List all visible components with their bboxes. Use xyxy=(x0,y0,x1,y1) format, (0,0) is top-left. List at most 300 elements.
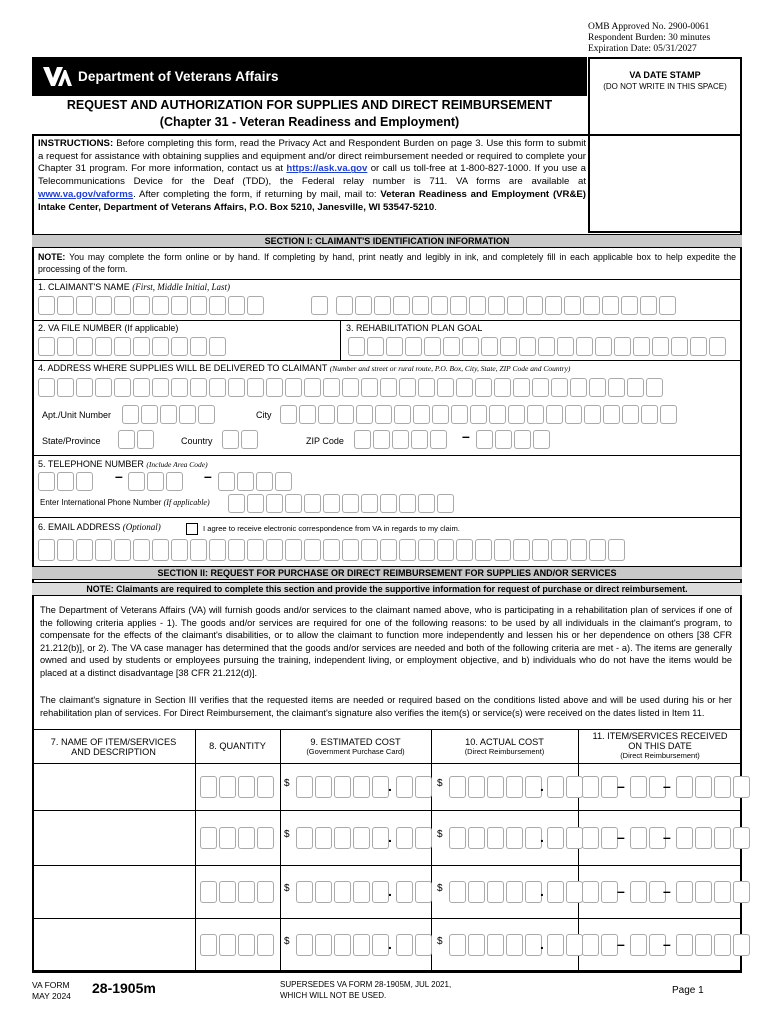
character-box[interactable] xyxy=(334,934,351,956)
character-box[interactable] xyxy=(733,881,750,903)
character-box[interactable] xyxy=(733,934,750,956)
character-box[interactable] xyxy=(430,430,447,449)
character-box[interactable] xyxy=(355,296,372,315)
character-box[interactable] xyxy=(595,337,612,356)
character-box[interactable] xyxy=(608,378,625,397)
character-box[interactable] xyxy=(200,934,217,956)
character-box[interactable] xyxy=(95,378,112,397)
country-field[interactable] xyxy=(222,430,260,449)
character-box[interactable] xyxy=(209,296,226,315)
character-box[interactable] xyxy=(228,494,245,513)
quantity-field[interactable] xyxy=(200,881,276,903)
character-box[interactable] xyxy=(468,934,485,956)
character-box[interactable] xyxy=(494,539,511,561)
character-box[interactable] xyxy=(487,881,504,903)
character-box[interactable] xyxy=(545,296,562,315)
character-box[interactable] xyxy=(603,405,620,424)
character-box[interactable] xyxy=(323,378,340,397)
character-box[interactable] xyxy=(547,881,564,903)
email-consent-checkbox[interactable] xyxy=(186,523,198,535)
character-box[interactable] xyxy=(487,827,504,849)
received-year-field[interactable] xyxy=(676,776,752,798)
character-box[interactable] xyxy=(470,405,487,424)
character-box[interactable] xyxy=(494,378,511,397)
estimated-cost-dollars-field[interactable] xyxy=(296,827,391,849)
character-box[interactable] xyxy=(431,296,448,315)
character-box[interactable] xyxy=(76,539,93,561)
character-box[interactable] xyxy=(380,494,397,513)
character-box[interactable] xyxy=(506,881,523,903)
character-box[interactable] xyxy=(257,881,274,903)
character-box[interactable] xyxy=(219,934,236,956)
character-box[interactable] xyxy=(323,494,340,513)
estimated-cost-dollars-field[interactable] xyxy=(296,934,391,956)
character-box[interactable] xyxy=(676,934,693,956)
actual-cost-cents-field[interactable] xyxy=(547,776,585,798)
character-box[interactable] xyxy=(353,776,370,798)
quantity-field[interactable] xyxy=(200,934,276,956)
character-box[interactable] xyxy=(222,430,239,449)
character-box[interactable] xyxy=(57,472,74,491)
character-box[interactable] xyxy=(418,539,435,561)
character-box[interactable] xyxy=(76,337,93,356)
character-box[interactable] xyxy=(513,378,530,397)
character-box[interactable] xyxy=(489,405,506,424)
character-box[interactable] xyxy=(487,934,504,956)
character-box[interactable] xyxy=(285,378,302,397)
character-box[interactable] xyxy=(141,405,158,424)
character-box[interactable] xyxy=(576,337,593,356)
character-box[interactable] xyxy=(413,405,430,424)
character-box[interactable] xyxy=(456,539,473,561)
character-box[interactable] xyxy=(266,378,283,397)
character-box[interactable] xyxy=(532,378,549,397)
character-box[interactable] xyxy=(451,405,468,424)
character-box[interactable] xyxy=(399,494,416,513)
character-box[interactable] xyxy=(380,539,397,561)
street-address-field[interactable] xyxy=(38,378,665,397)
character-box[interactable] xyxy=(547,934,564,956)
character-box[interactable] xyxy=(481,337,498,356)
character-box[interactable] xyxy=(547,776,564,798)
character-box[interactable] xyxy=(247,378,264,397)
estimated-cost-cents-field[interactable] xyxy=(396,934,434,956)
character-box[interactable] xyxy=(582,827,599,849)
character-box[interactable] xyxy=(627,378,644,397)
character-box[interactable] xyxy=(171,296,188,315)
character-box[interactable] xyxy=(353,934,370,956)
character-box[interactable] xyxy=(137,430,154,449)
character-box[interactable] xyxy=(334,776,351,798)
character-box[interactable] xyxy=(709,337,726,356)
estimated-cost-cents-field[interactable] xyxy=(396,827,434,849)
character-box[interactable] xyxy=(547,827,564,849)
character-box[interactable] xyxy=(582,934,599,956)
character-box[interactable] xyxy=(551,378,568,397)
character-box[interactable] xyxy=(315,934,332,956)
character-box[interactable] xyxy=(356,405,373,424)
character-box[interactable] xyxy=(640,296,657,315)
estimated-cost-dollars-field[interactable] xyxy=(296,776,391,798)
character-box[interactable] xyxy=(412,296,429,315)
character-box[interactable] xyxy=(468,881,485,903)
character-box[interactable] xyxy=(353,881,370,903)
character-box[interactable] xyxy=(114,378,131,397)
character-box[interactable] xyxy=(566,827,583,849)
character-box[interactable] xyxy=(198,405,215,424)
character-box[interactable] xyxy=(601,827,618,849)
state-field[interactable] xyxy=(118,430,156,449)
city-field[interactable] xyxy=(280,405,679,424)
character-box[interactable] xyxy=(456,378,473,397)
phone-prefix-field[interactable] xyxy=(128,472,185,491)
character-box[interactable] xyxy=(114,296,131,315)
character-box[interactable] xyxy=(209,337,226,356)
character-box[interactable] xyxy=(418,378,435,397)
zip-code-field[interactable] xyxy=(354,430,449,449)
character-box[interactable] xyxy=(468,776,485,798)
character-box[interactable] xyxy=(353,827,370,849)
character-box[interactable] xyxy=(676,776,693,798)
character-box[interactable] xyxy=(695,881,712,903)
character-box[interactable] xyxy=(200,827,217,849)
character-box[interactable] xyxy=(171,378,188,397)
character-box[interactable] xyxy=(601,934,618,956)
character-box[interactable] xyxy=(652,337,669,356)
character-box[interactable] xyxy=(392,430,409,449)
character-box[interactable] xyxy=(514,430,531,449)
character-box[interactable] xyxy=(375,405,392,424)
character-box[interactable] xyxy=(247,296,264,315)
character-box[interactable] xyxy=(334,881,351,903)
actual-cost-cents-field[interactable] xyxy=(547,827,585,849)
apt-unit-field[interactable] xyxy=(122,405,217,424)
character-box[interactable] xyxy=(315,881,332,903)
character-box[interactable] xyxy=(315,827,332,849)
character-box[interactable] xyxy=(361,539,378,561)
character-box[interactable] xyxy=(538,337,555,356)
character-box[interactable] xyxy=(566,776,583,798)
character-box[interactable] xyxy=(526,296,543,315)
character-box[interactable] xyxy=(219,776,236,798)
character-box[interactable] xyxy=(582,881,599,903)
character-box[interactable] xyxy=(695,934,712,956)
character-box[interactable] xyxy=(532,539,549,561)
character-box[interactable] xyxy=(247,494,264,513)
character-box[interactable] xyxy=(285,494,302,513)
character-box[interactable] xyxy=(318,405,335,424)
character-box[interactable] xyxy=(171,539,188,561)
character-box[interactable] xyxy=(228,539,245,561)
character-box[interactable] xyxy=(630,776,647,798)
va-forms-link[interactable]: www.va.gov/vaforms xyxy=(38,188,134,200)
character-box[interactable] xyxy=(361,494,378,513)
character-box[interactable] xyxy=(76,378,93,397)
character-box[interactable] xyxy=(714,934,731,956)
character-box[interactable] xyxy=(415,827,432,849)
character-box[interactable] xyxy=(76,296,93,315)
character-box[interactable] xyxy=(566,881,583,903)
estimated-cost-cents-field[interactable] xyxy=(396,881,434,903)
character-box[interactable] xyxy=(733,827,750,849)
character-box[interactable] xyxy=(128,472,145,491)
character-box[interactable] xyxy=(372,776,389,798)
intl-phone-field[interactable] xyxy=(228,494,456,513)
character-box[interactable] xyxy=(354,430,371,449)
character-box[interactable] xyxy=(228,378,245,397)
character-box[interactable] xyxy=(570,378,587,397)
character-box[interactable] xyxy=(147,472,164,491)
character-box[interactable] xyxy=(218,472,235,491)
received-month-field[interactable] xyxy=(582,827,620,849)
character-box[interactable] xyxy=(570,539,587,561)
estimated-cost-cents-field[interactable] xyxy=(396,776,434,798)
received-month-field[interactable] xyxy=(582,776,620,798)
character-box[interactable] xyxy=(228,296,245,315)
character-box[interactable] xyxy=(630,934,647,956)
character-box[interactable] xyxy=(468,827,485,849)
character-box[interactable] xyxy=(714,776,731,798)
character-box[interactable] xyxy=(190,337,207,356)
character-box[interactable] xyxy=(275,472,292,491)
character-box[interactable] xyxy=(393,296,410,315)
character-box[interactable] xyxy=(348,337,365,356)
character-box[interactable] xyxy=(95,539,112,561)
character-box[interactable] xyxy=(462,337,479,356)
character-box[interactable] xyxy=(415,776,432,798)
character-box[interactable] xyxy=(582,776,599,798)
va-file-number-field[interactable] xyxy=(38,337,228,356)
character-box[interactable] xyxy=(166,472,183,491)
character-box[interactable] xyxy=(133,539,150,561)
character-box[interactable] xyxy=(589,378,606,397)
character-box[interactable] xyxy=(533,430,550,449)
email-field[interactable] xyxy=(38,539,627,561)
actual-cost-dollars-field[interactable] xyxy=(449,934,544,956)
character-box[interactable] xyxy=(557,337,574,356)
character-box[interactable] xyxy=(200,881,217,903)
character-box[interactable] xyxy=(449,881,466,903)
character-box[interactable] xyxy=(527,405,544,424)
character-box[interactable] xyxy=(118,430,135,449)
character-box[interactable] xyxy=(507,296,524,315)
character-box[interactable] xyxy=(152,539,169,561)
character-box[interactable] xyxy=(374,296,391,315)
actual-cost-dollars-field[interactable] xyxy=(449,776,544,798)
character-box[interactable] xyxy=(394,405,411,424)
character-box[interactable] xyxy=(449,934,466,956)
middle-initial-field[interactable] xyxy=(311,296,330,315)
actual-cost-cents-field[interactable] xyxy=(547,934,585,956)
character-box[interactable] xyxy=(304,378,321,397)
ask-va-link[interactable]: https://ask.va.gov xyxy=(286,163,368,175)
character-box[interactable] xyxy=(38,472,55,491)
character-box[interactable] xyxy=(95,296,112,315)
character-box[interactable] xyxy=(304,494,321,513)
character-box[interactable] xyxy=(519,337,536,356)
actual-cost-dollars-field[interactable] xyxy=(449,881,544,903)
character-box[interactable] xyxy=(160,405,177,424)
character-box[interactable] xyxy=(551,539,568,561)
character-box[interactable] xyxy=(630,881,647,903)
character-box[interactable] xyxy=(399,539,416,561)
character-box[interactable] xyxy=(659,296,676,315)
character-box[interactable] xyxy=(372,881,389,903)
character-box[interactable] xyxy=(190,539,207,561)
quantity-field[interactable] xyxy=(200,776,276,798)
character-box[interactable] xyxy=(285,539,302,561)
character-box[interactable] xyxy=(219,827,236,849)
character-box[interactable] xyxy=(296,827,313,849)
character-box[interactable] xyxy=(114,539,131,561)
character-box[interactable] xyxy=(57,296,74,315)
character-box[interactable] xyxy=(367,337,384,356)
character-box[interactable] xyxy=(315,776,332,798)
received-year-field[interactable] xyxy=(676,827,752,849)
first-name-field[interactable] xyxy=(38,296,266,315)
character-box[interactable] xyxy=(399,378,416,397)
character-box[interactable] xyxy=(415,881,432,903)
character-box[interactable] xyxy=(646,378,663,397)
character-box[interactable] xyxy=(476,430,493,449)
character-box[interactable] xyxy=(337,405,354,424)
character-box[interactable] xyxy=(424,337,441,356)
character-box[interactable] xyxy=(475,539,492,561)
character-box[interactable] xyxy=(280,405,297,424)
character-box[interactable] xyxy=(241,430,258,449)
character-box[interactable] xyxy=(622,405,639,424)
character-box[interactable] xyxy=(219,881,236,903)
character-box[interactable] xyxy=(469,296,486,315)
character-box[interactable] xyxy=(602,296,619,315)
character-box[interactable] xyxy=(57,337,74,356)
character-box[interactable] xyxy=(630,827,647,849)
character-box[interactable] xyxy=(238,881,255,903)
character-box[interactable] xyxy=(695,827,712,849)
character-box[interactable] xyxy=(122,405,139,424)
character-box[interactable] xyxy=(565,405,582,424)
character-box[interactable] xyxy=(190,296,207,315)
character-box[interactable] xyxy=(257,776,274,798)
character-box[interactable] xyxy=(506,827,523,849)
character-box[interactable] xyxy=(614,337,631,356)
character-box[interactable] xyxy=(450,296,467,315)
character-box[interactable] xyxy=(171,337,188,356)
character-box[interactable] xyxy=(564,296,581,315)
character-box[interactable] xyxy=(238,776,255,798)
character-box[interactable] xyxy=(608,539,625,561)
character-box[interactable] xyxy=(238,827,255,849)
character-box[interactable] xyxy=(209,539,226,561)
character-box[interactable] xyxy=(179,405,196,424)
character-box[interactable] xyxy=(676,827,693,849)
character-box[interactable] xyxy=(76,472,93,491)
character-box[interactable] xyxy=(266,494,283,513)
character-box[interactable] xyxy=(133,337,150,356)
character-box[interactable] xyxy=(237,472,254,491)
character-box[interactable] xyxy=(238,934,255,956)
character-box[interactable] xyxy=(641,405,658,424)
character-box[interactable] xyxy=(601,776,618,798)
received-month-field[interactable] xyxy=(582,881,620,903)
character-box[interactable] xyxy=(38,378,55,397)
character-box[interactable] xyxy=(671,337,688,356)
phone-line-field[interactable] xyxy=(218,472,294,491)
character-box[interactable] xyxy=(380,378,397,397)
character-box[interactable] xyxy=(676,881,693,903)
character-box[interactable] xyxy=(583,296,600,315)
received-year-field[interactable] xyxy=(676,934,752,956)
character-box[interactable] xyxy=(133,296,150,315)
character-box[interactable] xyxy=(311,296,328,315)
character-box[interactable] xyxy=(342,494,359,513)
character-box[interactable] xyxy=(396,934,413,956)
character-box[interactable] xyxy=(449,776,466,798)
character-box[interactable] xyxy=(133,378,150,397)
character-box[interactable] xyxy=(475,378,492,397)
character-box[interactable] xyxy=(415,934,432,956)
character-box[interactable] xyxy=(396,827,413,849)
character-box[interactable] xyxy=(57,378,74,397)
character-box[interactable] xyxy=(200,776,217,798)
character-box[interactable] xyxy=(601,881,618,903)
character-box[interactable] xyxy=(633,337,650,356)
actual-cost-dollars-field[interactable] xyxy=(449,827,544,849)
character-box[interactable] xyxy=(256,472,273,491)
character-box[interactable] xyxy=(695,776,712,798)
last-name-field[interactable] xyxy=(336,296,678,315)
character-box[interactable] xyxy=(513,539,530,561)
quantity-field[interactable] xyxy=(200,827,276,849)
character-box[interactable] xyxy=(304,539,321,561)
character-box[interactable] xyxy=(38,337,55,356)
character-box[interactable] xyxy=(508,405,525,424)
character-box[interactable] xyxy=(152,296,169,315)
rehab-plan-goal-field[interactable] xyxy=(348,337,728,356)
character-box[interactable] xyxy=(437,539,454,561)
character-box[interactable] xyxy=(506,934,523,956)
zip-extension-field[interactable] xyxy=(476,430,552,449)
character-box[interactable] xyxy=(373,430,390,449)
character-box[interactable] xyxy=(361,378,378,397)
character-box[interactable] xyxy=(247,539,264,561)
character-box[interactable] xyxy=(714,881,731,903)
character-box[interactable] xyxy=(411,430,428,449)
character-box[interactable] xyxy=(57,539,74,561)
character-box[interactable] xyxy=(336,296,353,315)
character-box[interactable] xyxy=(342,378,359,397)
character-box[interactable] xyxy=(323,539,340,561)
character-box[interactable] xyxy=(396,881,413,903)
character-box[interactable] xyxy=(114,337,131,356)
character-box[interactable] xyxy=(38,296,55,315)
actual-cost-cents-field[interactable] xyxy=(547,881,585,903)
character-box[interactable] xyxy=(152,337,169,356)
character-box[interactable] xyxy=(437,378,454,397)
character-box[interactable] xyxy=(190,378,207,397)
received-year-field[interactable] xyxy=(676,881,752,903)
character-box[interactable] xyxy=(733,776,750,798)
character-box[interactable] xyxy=(714,827,731,849)
character-box[interactable] xyxy=(690,337,707,356)
character-box[interactable] xyxy=(266,539,283,561)
phone-area-code-field[interactable] xyxy=(38,472,95,491)
estimated-cost-dollars-field[interactable] xyxy=(296,881,391,903)
character-box[interactable] xyxy=(334,827,351,849)
character-box[interactable] xyxy=(95,337,112,356)
character-box[interactable] xyxy=(296,776,313,798)
character-box[interactable] xyxy=(546,405,563,424)
